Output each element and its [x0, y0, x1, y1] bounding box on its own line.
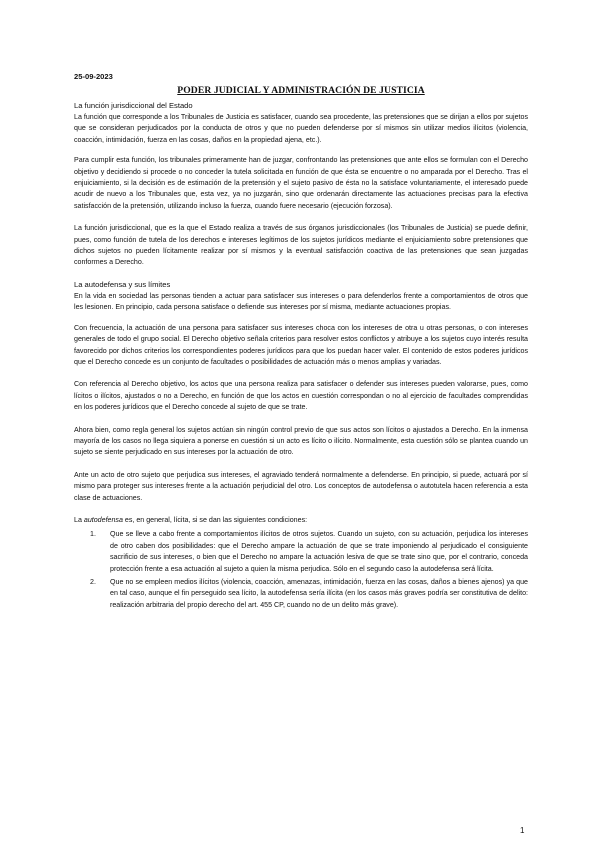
- list-item-number: 2.: [90, 578, 96, 586]
- conditions-intro-prefix: La: [74, 515, 84, 524]
- conditions-intro: [74, 515, 528, 526]
- section-heading-autodefensa: La autodefensa y sus límites: [74, 279, 171, 289]
- section-heading-jurisdiccional: La función jurisdiccional del Estado: [74, 101, 193, 110]
- paragraph: Con frecuencia, la actuación de una persona para satisfacer sus intereses choca con los intereses de otra u otras personas, o con intereses generales de todo el grupo social. El Derecho objetivo señala criterios para resolver estos conflictos y atribuye a los sujetos cuyo interés resulta favorecido por dichos criterios los correspondientes poderes jurídicos para que los puedan hacer valer. El contenido de estos poderes jurídicos que el Derecho concede es un conjunto de facultades o posibilidades de actuación más o menos amplias y variadas.: [74, 323, 528, 366]
- list-item: [74, 529, 528, 575]
- list-item-text: Que no se empleen medios ilícitos (violencia, coacción, amenazas, intimidación, fuerza en las cosas, daños a bienes ajenos) ya que en tal caso, aunque el fin perseguido sea lícito, la autodefensa sería ilícita (en los casos más graves podría ser constitutiva de delito: realización arbitraria del propio derecho del art. 455 CP, cuando no de un delito más grave).: [110, 578, 528, 609]
- document-title: PODER JUDICIAL Y ADMINISTRACIÓN DE JUSTICIA: [177, 85, 425, 96]
- paragraph: Ahora bien, como regla general los sujetos actúan sin ningún control previo de que sus actos son lícitos o ajustados a Derecho. En la inmensa mayoría de los casos no llega siquiera a ponerse en cuestión si un acto es lícito o ilícito. Normalmente, esta cuestión sólo se plantea cuando un sujeto se siente perjudicado en sus intereses por la actuación de otro.: [74, 425, 528, 457]
- paragraph: En la vida en sociedad las personas tienden a actuar para satisfacer sus intereses o para defenderlos frente a comportamientos de otros que les lesionen. En principio, cada persona satisface o defiende sus intereses por sí misma, mediante actuaciones propias.: [74, 291, 528, 312]
- list-item-text: Que se lleve a cabo frente a comportamientos ilícitos de otros sujetos. Cuando un sujeto, con su actuación, perjudica los intereses de otro caben dos posibilidades: que el Derecho ampare la actuación de que se trate imponiendo al perjudicado el consiguiente sacrificio de sus intereses, o bien que el Derecho no ampare la actuación lesiva de que se trate sino que, por el contrario, conceda protección frente a esa actuación al sujeto a quien la misma perjudica. Sólo en el segundo caso la autodefensa será lícita.: [110, 530, 528, 573]
- document-content: [74, 72, 528, 613]
- list-item: [74, 577, 528, 611]
- paragraph: Ante un acto de otro sujeto que perjudica sus intereses, el agraviado tenderá normalmente a defenderse. En principio, si puede, actuará por sí mismo para proteger sus intereses frente a la actuación perjudicial del otro. Los conceptos de autodefensa o autotutela hacen referencia a esta clase de actuaciones.: [74, 470, 528, 502]
- conditions-intro-term: autodefensa: [83, 515, 123, 524]
- list-item-number: 1.: [90, 530, 96, 539]
- paragraph: Para cumplir esta función, los tribunales primeramente han de juzgar, confrontando las pretensiones que ante ellos se formulan con el Derecho objetivo y decidiendo si procede o no conceder la tutela solicitada en función de que ésta se encuentre o no amparada por el Derecho. Tras el enjuiciamiento, si la decisión es de estimación de la pretensión y el sujeto pasivo de ésta no la satisface voluntariamente, el interesado puede acudir de nuevo a los Tribunales que, esta vez, ya no juzgarán, sino que ordenarán directamente las actuaciones precisas para la efectiva satisfacción de la pretensión, utilizando incluso la fuerza, cuando fuere necesario (ejecución forzosa).: [74, 156, 528, 210]
- paragraph: Con referencia al Derecho objetivo, los actos que una persona realiza para satisfacer o defender sus intereses pueden valorarse, pues, como lícitos o ilícitos, ajustados o no a Derecho, en función de que los actos en cuestión correspondan o no al ejercicio de facultades comprendidas en los poderes jurídicos que el Derecho concede al sujeto de que se trate.: [74, 380, 528, 412]
- page-number: 1: [520, 826, 525, 835]
- document-date: 25-09-2023: [74, 72, 113, 81]
- conditions-intro-suffix: es, en general, lícita, si se dan las siguientes condiciones:: [122, 515, 308, 524]
- paragraph: La función jurisdiccional, que es la que el Estado realiza a través de sus órganos jurisdiccionales (los Tribunales de Justicia) se puede definir, pues, como función de tutela de los derechos e intereses legítimos de los sujetos jurídicos mediante el enjuiciamiento sobre pretensiones que dichos sujetos no pueden lícitamente realizar por sí mismos y la eventual satisfacción coactiva de las pretensiones que sean juzgadas conformes a Derecho.: [74, 224, 528, 267]
- paragraph: La función que corresponde a los Tribunales de Justicia es satisfacer, cuando sea procedente, las pretensiones que se dirijan a ellos por sujetos que se consideran perjudicados por la conducta de otros y que no pueden defenderse por sí mismos sin utilizar medios ilícitos (violencia, coacción, intimidación, fuerza en las cosas, daños en la propiedad ajena, etc.).: [74, 113, 528, 144]
- conditions-list: [74, 529, 528, 611]
